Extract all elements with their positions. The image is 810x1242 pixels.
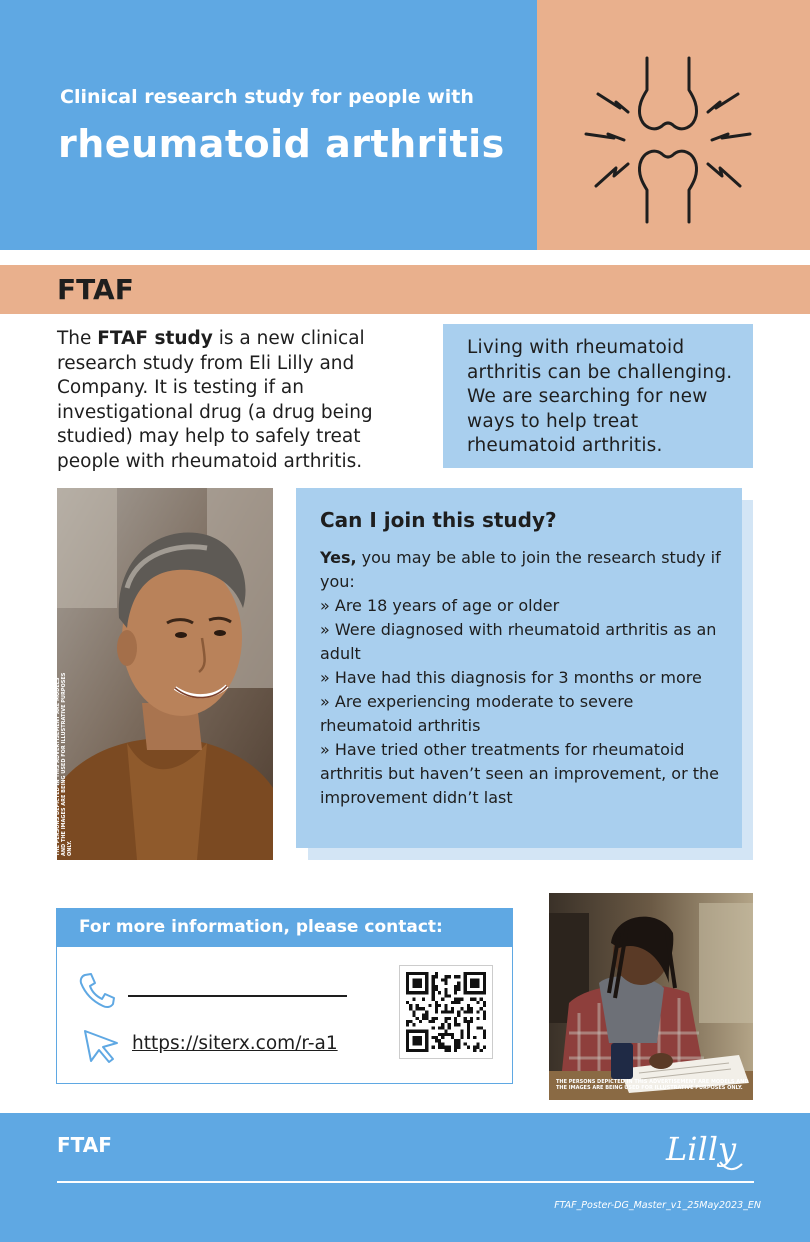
qr-code[interactable] (399, 965, 493, 1059)
document-code: FTAF_Poster-DG_Master_v1_25May2023_EN (554, 1200, 761, 1211)
criterion-item: » Are experiencing moderate to severe rheumatoid arthritis (320, 692, 634, 735)
student-photo (549, 893, 753, 1100)
intro-text: is a new clinical research study from Eli Lilly and Company. It is testing if an investigational drug (a drug being studied) may help to safely treat people with rheumatoid arthritis. (57, 328, 373, 472)
criterion-item: » Are 18 years of age or older (320, 596, 560, 615)
lilly-logo (664, 1124, 756, 1174)
study-name-band (0, 265, 810, 314)
footer-divider (57, 1181, 754, 1183)
callout-box: Living with rheumatoid arthritis can be challenging. We are searching for new ways to help treat rheumatoid arthritis. (443, 324, 753, 468)
contact-heading: For more information, please contact: (57, 909, 512, 947)
intro-study-name: FTAF study (97, 328, 213, 349)
footer (0, 1113, 810, 1242)
eligibility-box (296, 488, 742, 848)
student-studying-illustration (549, 893, 753, 1100)
contact-box (56, 908, 513, 1084)
phone-icon (77, 971, 117, 1009)
eligibility-title: Can I join this study? (320, 508, 557, 532)
study-name: FTAF (57, 273, 134, 306)
man-photo (57, 488, 273, 860)
intro-paragraph (57, 327, 427, 474)
lilly-logo-text: Lilly (666, 1130, 737, 1168)
criterion-item: » Have had this diagnosis for 3 months or more (320, 668, 702, 687)
criterion-item: » Were diagnosed with rheumatoid arthritis as an adult (320, 620, 717, 663)
study-website-link[interactable]: https://siterx.com/r-a1 (132, 1033, 338, 1054)
criterion-item: » Have tried other treatments for rheumatoid arthritis but haven’t seen an improvement, or the improvement didn’t last (320, 740, 719, 807)
man-photo-disclaimer: THE PERSONS DEPICTED IN THIS ADVERTISEMENT ARE MODELS AND THE IMAGES ARE BEING USED FOR ILLUSTRATIVE PURPOSES ONLY. (55, 672, 73, 856)
footer-study-name: FTAF (57, 1133, 112, 1157)
student-photo-disclaimer: THE PERSONS DEPICTED IN THIS ADVERTISEMENT ARE MODELS AND THE IMAGES ARE BEING USED FOR ILLUSTRATIVE PURPOSES ONLY. (556, 1079, 749, 1091)
intro-prefix: The (57, 328, 98, 349)
header-blue-panel (0, 0, 537, 250)
man-portrait-illustration (57, 488, 273, 860)
phone-number-blank (128, 995, 347, 997)
eligibility-intro-yes: Yes, (320, 548, 357, 567)
knee-joint-pain-icon (580, 50, 756, 228)
qr-code-graphic (406, 972, 486, 1052)
header (0, 0, 810, 250)
eligibility-intro-text: you may be able to join the research study if you: (320, 548, 721, 591)
header-title: rheumatoid arthritis (58, 122, 505, 166)
header-subtitle: Clinical research study for people with (60, 86, 474, 108)
eligibility-intro (320, 546, 724, 594)
cursor-icon (81, 1027, 121, 1065)
